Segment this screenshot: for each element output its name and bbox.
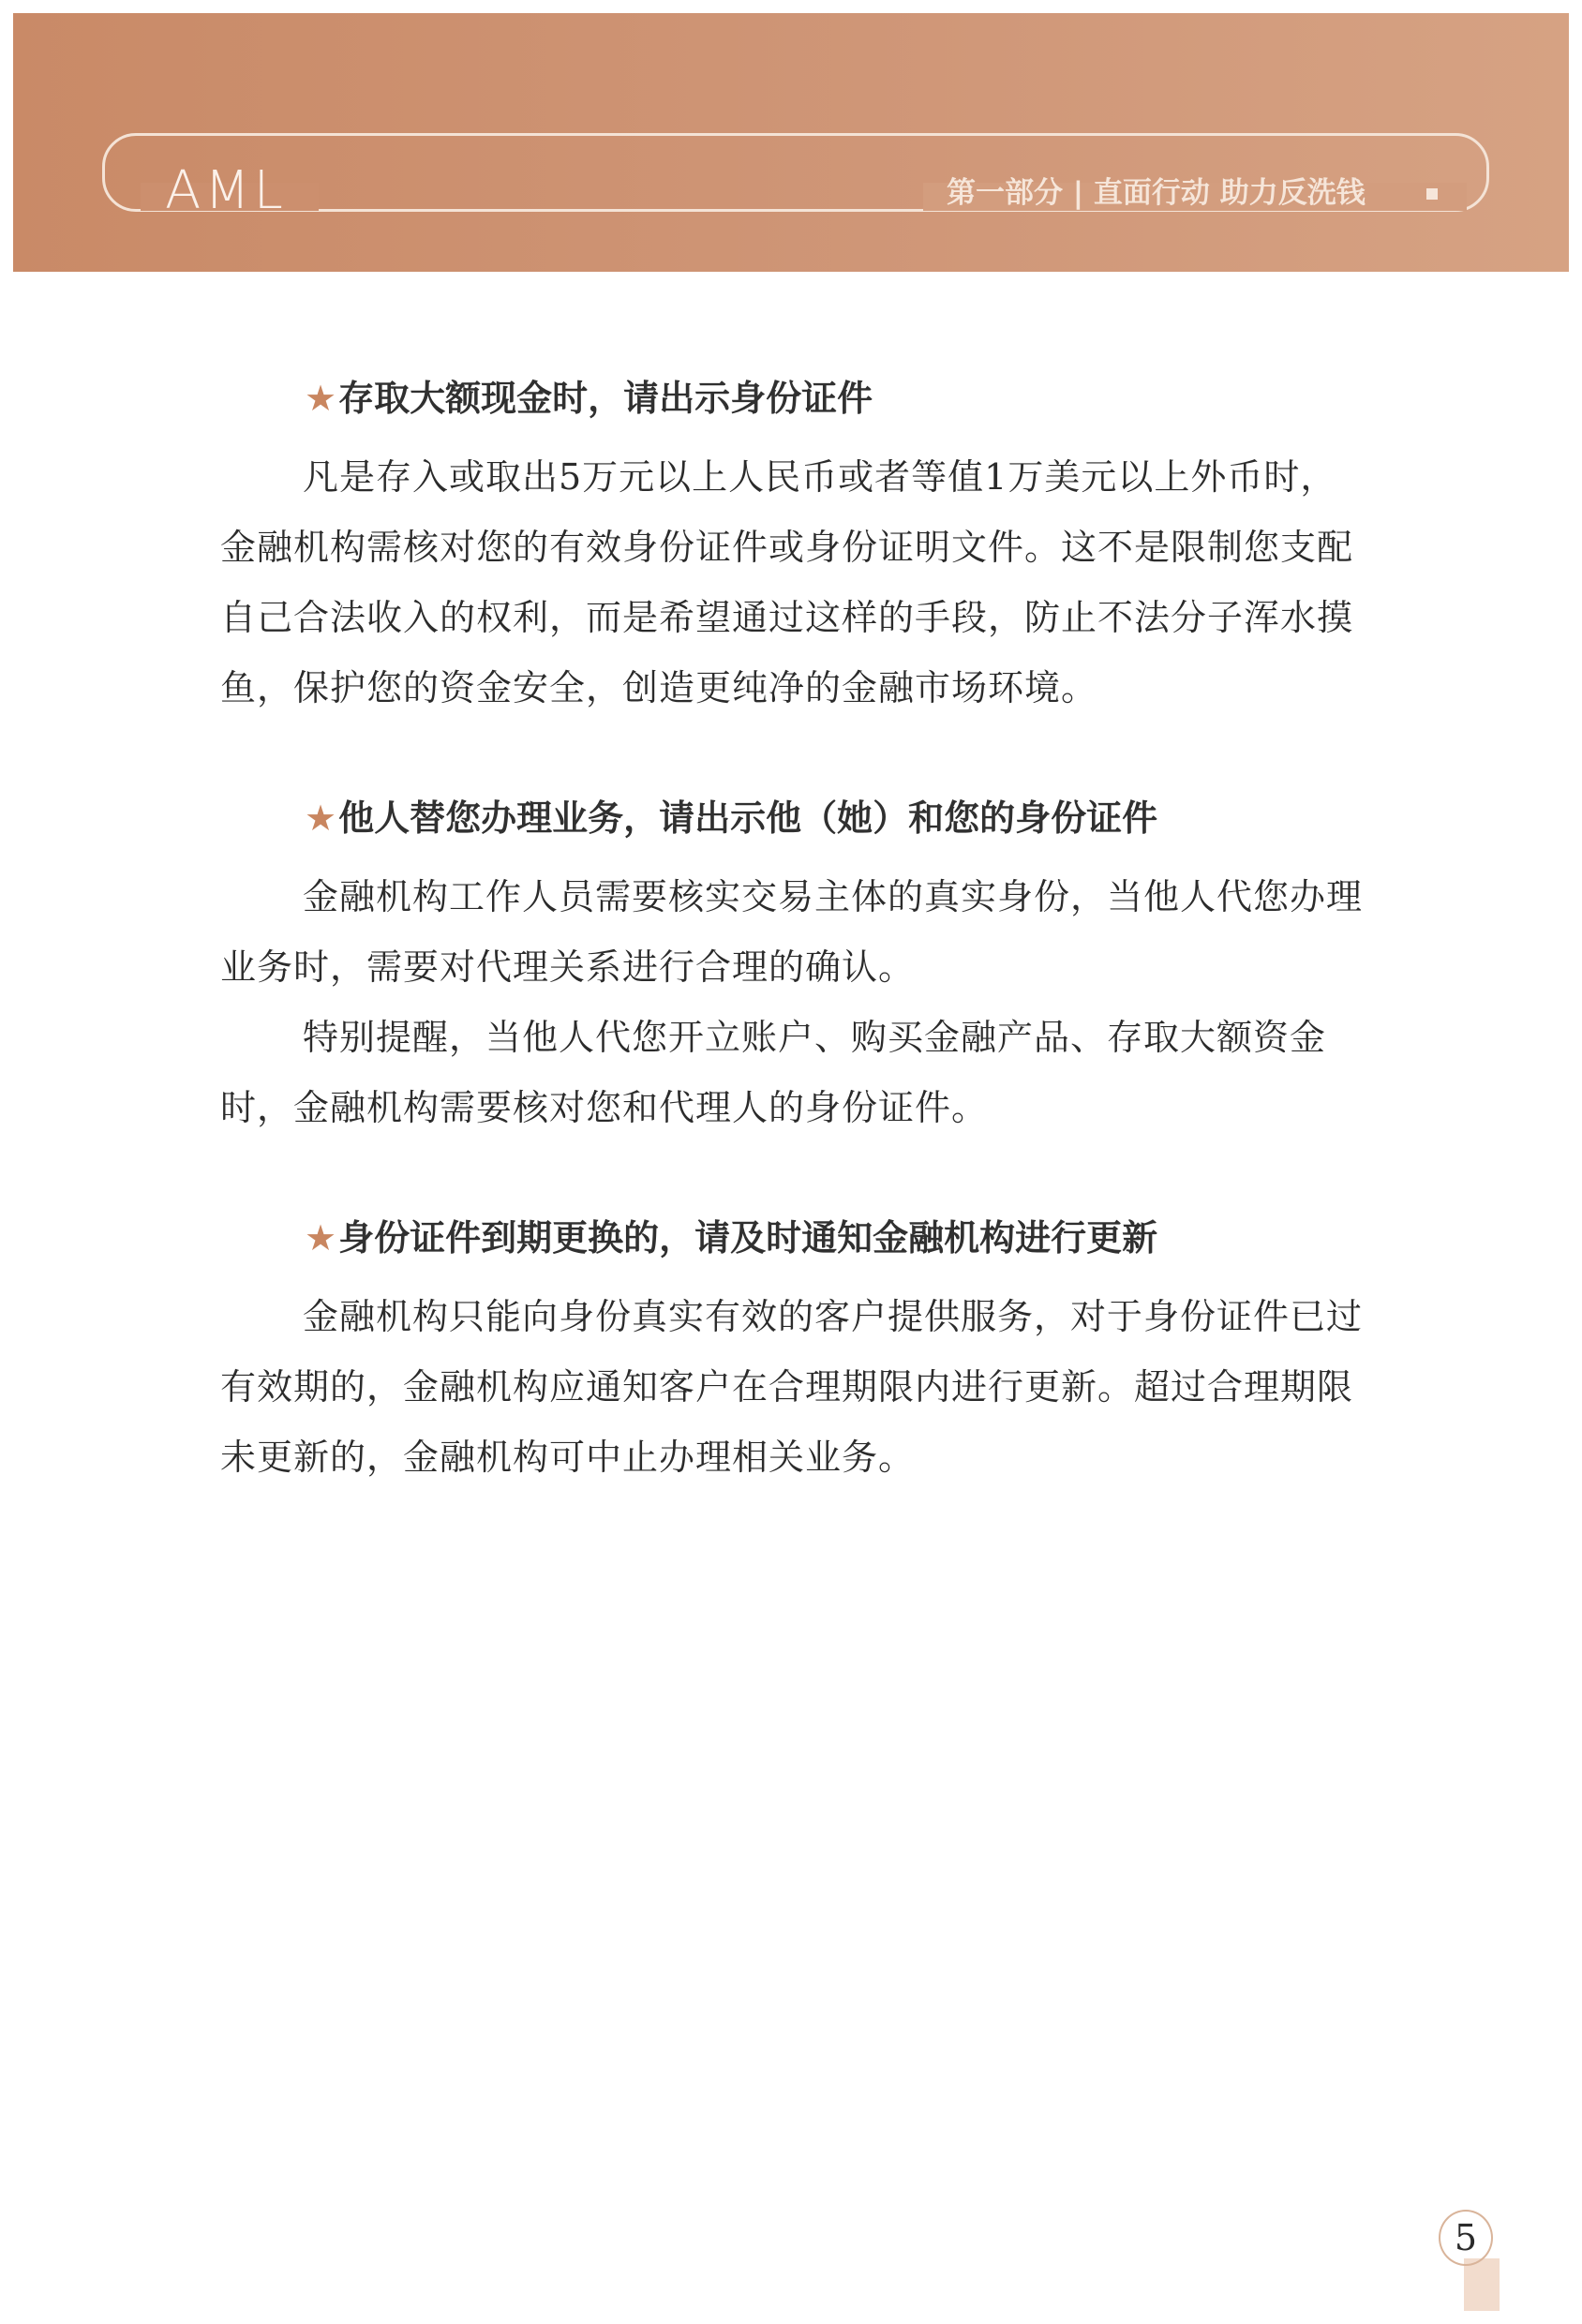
section-id-renewal: [220, 1213, 1364, 1493]
section-heading: [220, 1213, 1364, 1263]
section-heading-text: 他人替您办理业务，请出示他（她）和您的身份证件: [338, 797, 1158, 839]
section-label: 第一部分 | 直面行动 助力反洗钱: [947, 176, 1366, 210]
main-content: [220, 373, 1364, 1562]
aml-logo-text: AML: [165, 160, 287, 221]
section-agent-business: [220, 793, 1364, 1143]
paragraph: 凡是存入或取出5万元以上人民币或者等值1万美元以上外币时，金融机构需核对您的有效身份证件或身份证明文件。这不是限制您支配自己合法收入的权利，而是希望通过这样的手段，防止不法分子浑水摸鱼，保护您的资金安全，创造更纯净的金融市场环境。: [220, 456, 1354, 708]
page-tab: [1464, 2258, 1500, 2311]
section-heading-text: 存取大额现金时，请出示身份证件: [338, 378, 873, 419]
section-heading-text: 身份证件到期更换的，请及时通知金融机构进行更新: [338, 1217, 1158, 1259]
star-icon: ★: [305, 797, 337, 839]
star-icon: ★: [305, 378, 337, 419]
section-heading: [220, 793, 1364, 843]
page-number: 5: [1439, 2210, 1493, 2266]
paragraph: 金融机构工作人员需要核实交易主体的真实身份，当他人代您办理业务时，需要对代理关系进行合理的确认。: [220, 876, 1364, 988]
section-dot-icon: [1426, 188, 1438, 200]
section-heading: [220, 373, 1364, 424]
star-icon: ★: [305, 1217, 337, 1259]
paragraph: 金融机构只能向身份真实有效的客户提供服务，对于身份证件已过有效期的，金融机构应通知客户在合理期限内进行更新。超过合理期限未更新的，金融机构可中止办理相关业务。: [220, 1296, 1364, 1478]
header-banner: [13, 13, 1569, 272]
paragraph: 特别提醒，当他人代您开立账户、购买金融产品、存取大额资金时，金融机构需要核对您和代理人的身份证件。: [220, 1017, 1327, 1128]
section-large-cash: [220, 373, 1364, 723]
